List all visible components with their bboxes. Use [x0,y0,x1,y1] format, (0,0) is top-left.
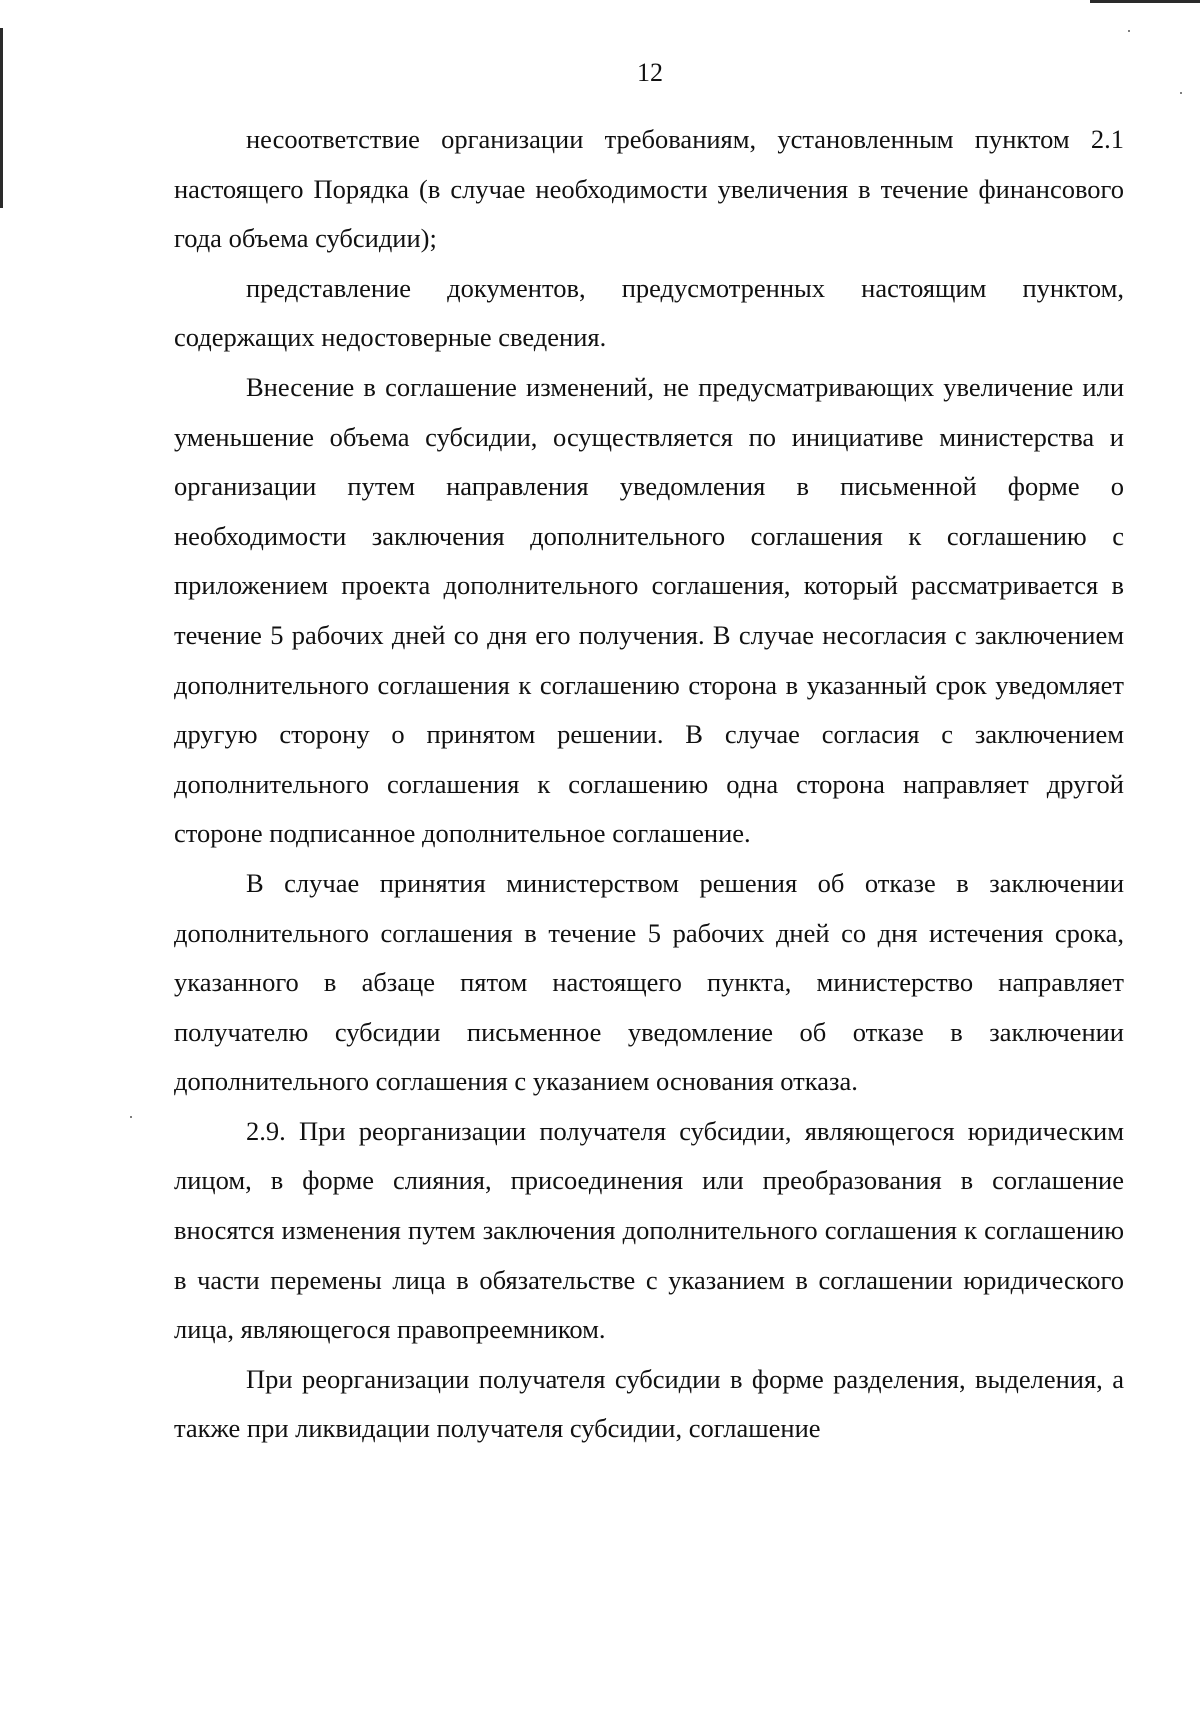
paragraph: В случае принятия министерством решения об отказе в заключении дополнительного соглашения в течение 5 рабочих дней со дня истечения срока, указанного в абзаце пятом настоящего пункта, министерство направляет получателю субсидии письменное уведомление об отказе в заключении дополнительного соглашения с указанием основания отказа. [174,867,1124,1097]
scan-speck [1128,30,1130,32]
page-number: 12 [637,58,663,87]
body-text [174,115,1124,1454]
scan-speck [130,1116,132,1118]
paragraph: Внесение в соглашение изменений, не предусматривающих увеличение или уменьшение объема субсидии, осуществляется по инициативе министерства и организации путем направления уведомления в письменной форме о необходимости заключения дополнительного соглашения к соглашению с приложением проекта дополнительного соглашения, который рассматривается в течение 5 рабочих дней со дня его получения. В случае несогласия с заключением дополнительного соглашения к соглашению сторона в указанный срок уведомляет другую сторону о принятом решении. В случае согласия с заключением дополнительного соглашения к соглашению одна сторона направляет другой стороне подписанное дополнительное соглашение. [174,371,1124,849]
paragraph: 2.9. При реорганизации получателя субсидии, являющегося юридическим лицом, в форме слияния, присоединения или преобразования в соглашение вносятся изменения путем заключения дополнительного соглашения к соглашению в части перемены лица в обязательстве с указанием в соглашении юридического лица, являющегося правопреемником. [174,1115,1124,1345]
paragraph: несоответствие организации требованиям, установленным пунктом 2.1 настоящего Порядка (в случае необходимости увеличения в течение финансового года объема субсидии); [174,124,1124,254]
scan-speck [1180,92,1182,94]
scan-edge-mark-left [0,28,3,208]
paragraph: представление документов, предусмотренных настоящим пунктом, содержащих недостоверные сведения. [174,272,1124,353]
scan-edge-mark-top [1090,0,1200,3]
paragraph: При реорганизации получателя субсидии в форме разделения, выделения, а также при ликвидации получателя субсидии, соглашение [174,1363,1124,1444]
